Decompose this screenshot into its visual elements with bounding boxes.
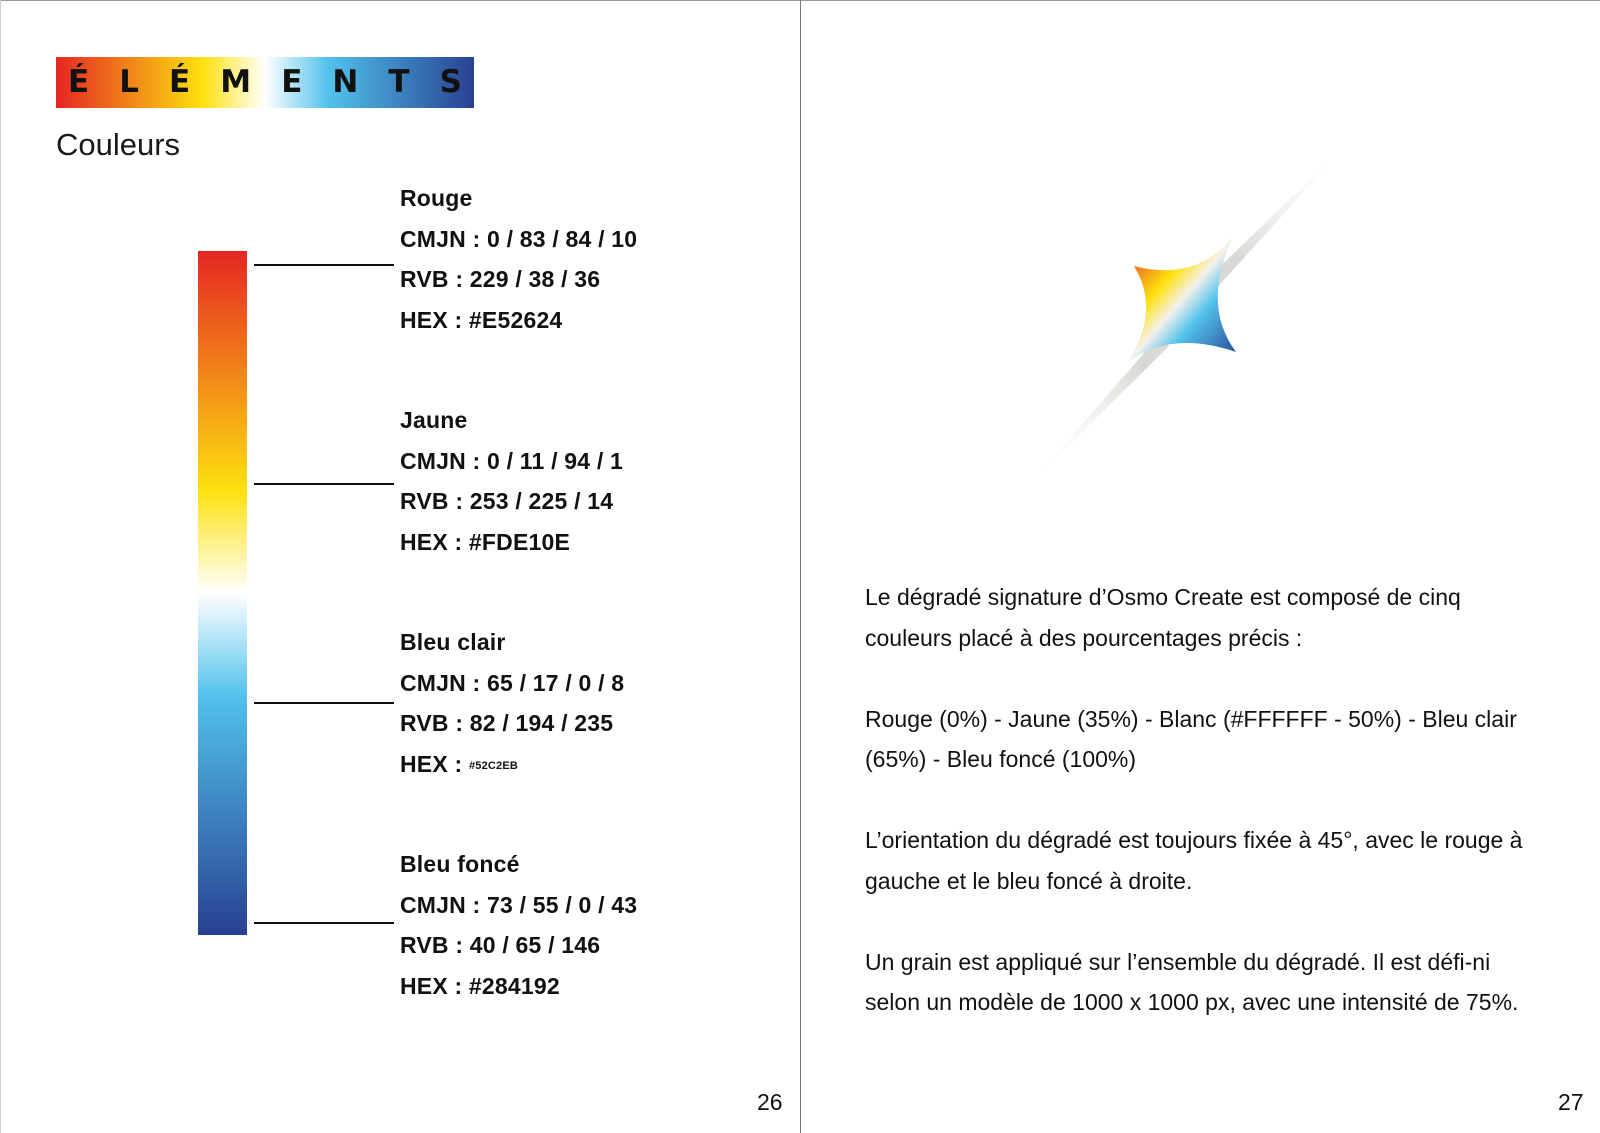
- swatch-hex: HEX : #FDE10E: [400, 528, 571, 555]
- swatch-hex: HEX : #E52624: [400, 306, 563, 333]
- banner-letter: É: [169, 64, 191, 100]
- star-shape: [1128, 237, 1236, 362]
- swatch-bleu-fonce: [400, 844, 740, 1006]
- swatch-hex-value: #52C2EB: [468, 759, 519, 772]
- page-number-left: 26: [757, 1089, 783, 1115]
- banner-letter: N: [332, 64, 359, 100]
- leader-line-bleu-fonce: [254, 922, 394, 924]
- swatch-name: Bleu clair: [400, 629, 506, 655]
- swatch-name: Rouge: [400, 185, 473, 211]
- leader-line-jaune: [254, 483, 394, 485]
- swatch-hex: [400, 744, 740, 785]
- banner-letter: S: [439, 64, 462, 100]
- swatch-name: Bleu foncé: [400, 851, 520, 877]
- banner-letter: L: [119, 64, 139, 100]
- page-number-right: 27: [1558, 1089, 1584, 1115]
- banner-letter: T: [388, 64, 410, 100]
- paragraph-orientation: L’orientation du dégradé est toujours fixée à 45°, avec le rouge à gauche et le bleu foncé à droite.: [865, 827, 1523, 894]
- swatch-hex-prefix: HEX :: [400, 750, 469, 777]
- leader-line-bleu-clair: [254, 702, 394, 704]
- banner-letter: M: [220, 64, 252, 100]
- page-right: [801, 0, 1600, 1133]
- elements-banner: [56, 57, 474, 108]
- swatch-rvb: RVB : 40 / 65 / 146: [400, 932, 601, 958]
- swatch-cmjn: CMJN : 0 / 83 / 84 / 10: [400, 225, 638, 252]
- swatch-cmjn: CMJN : 65 / 17 / 0 / 8: [400, 669, 625, 696]
- paragraph-stops: Rouge (0%) - Jaune (35%) - Blanc (#FFFFFF - 50%) - Bleu clair (65%) - Bleu foncé (100%): [865, 705, 1517, 772]
- swatch-jaune: [400, 400, 740, 562]
- swatch-hex: HEX : #284192: [400, 972, 560, 999]
- banner-letter: É: [68, 64, 90, 100]
- gradient-color-bar: [198, 251, 247, 935]
- swatch-bleu-clair: [400, 622, 740, 784]
- swatch-cmjn: CMJN : 73 / 55 / 0 / 43: [400, 891, 638, 918]
- gradient-star-illustration: [1011, 140, 1351, 485]
- swatch-rvb: RVB : 229 / 38 / 36: [400, 266, 601, 292]
- paragraph-intro: Le dégradé signature d’Osmo Create est composé de cinq couleurs placé à des pourcentages précis :: [865, 584, 1461, 651]
- section-title: Couleurs: [56, 127, 181, 162]
- banner-letter: E: [281, 64, 303, 100]
- gradient-description: [865, 577, 1545, 1063]
- swatch-rvb: RVB : 82 / 194 / 235: [400, 710, 614, 736]
- leader-line-rouge: [254, 264, 394, 266]
- swatch-name: Jaune: [400, 407, 468, 433]
- swatch-rouge: [400, 178, 740, 340]
- swatch-rvb: RVB : 253 / 225 / 14: [400, 488, 614, 514]
- swatch-cmjn: CMJN : 0 / 11 / 94 / 1: [400, 447, 624, 474]
- paragraph-grain: Un grain est appliqué sur l’ensemble du dégradé. Il est défi-ni selon un modèle de 1000 x 1000 px, avec une intensité de 75%.: [865, 948, 1519, 1015]
